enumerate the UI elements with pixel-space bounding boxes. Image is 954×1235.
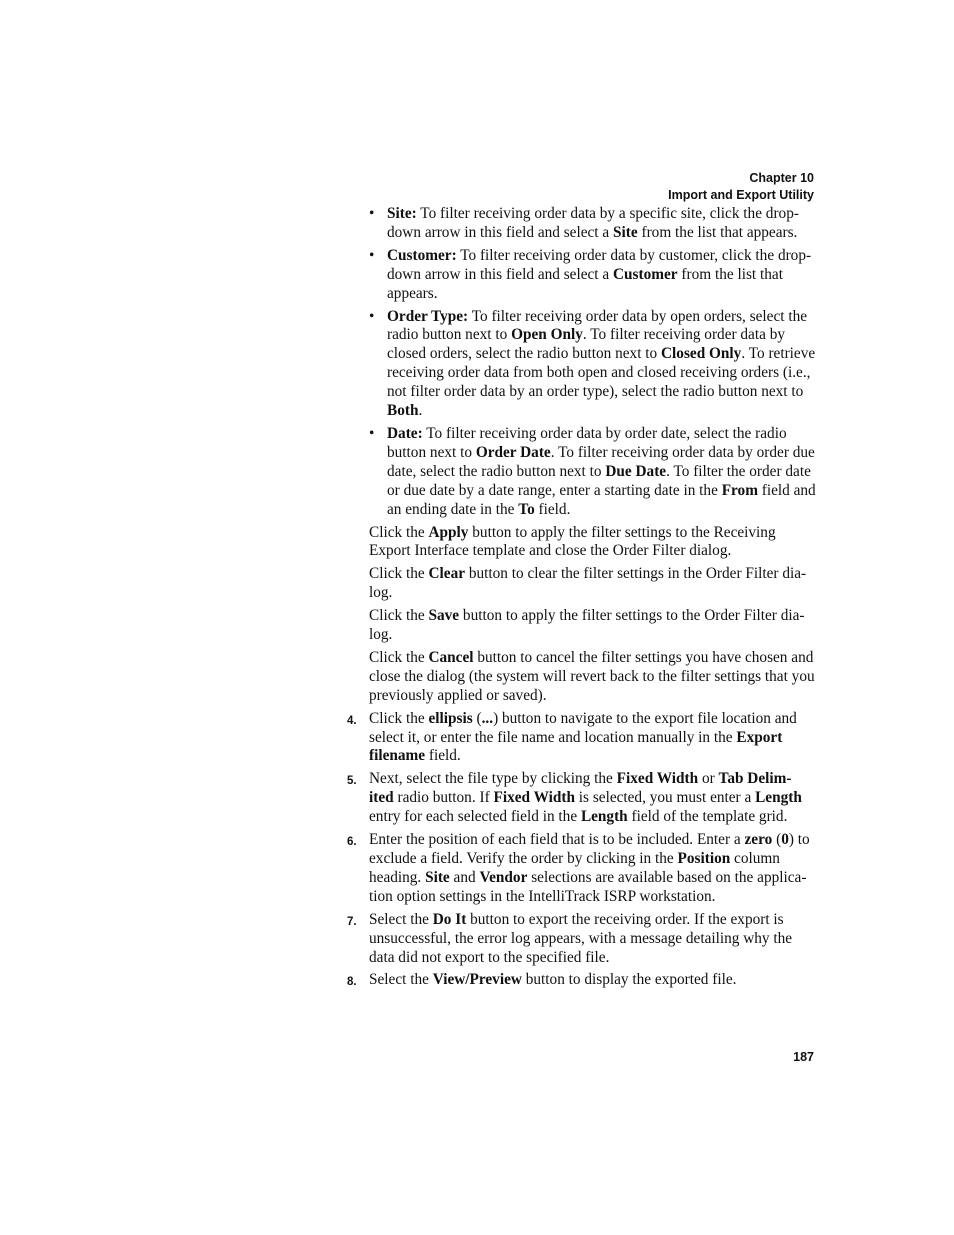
running-header [668,170,814,203]
apply-paragraph: Click the Apply button to apply the filter settings to the Receiving Export Interface template and close the Order Filter dialog. [369,523,776,560]
bullet-icon: • [369,246,375,264]
step-5: 5. Next, select the file type by clicking the Fixed Width or Tab Delim-ited radio button. If Fixed Width is selected, you must enter a Length entry for each selected field in the Length field of the template grid. [347,770,802,826]
bullet-icon: • [369,205,375,222]
bullet-icon: • [369,424,375,442]
list-item: • Site: To filter receiving order data by a specific site, click the drop-down arrow in this field and select a Site from the list that appears. [369,205,799,241]
list-item: • Customer: To filter receiving order data by customer, click the drop-down arrow in this field and select a Customer from the list that appears. [369,246,812,302]
list-item: • Order Type: To filter receiving order data by open orders, select the radio button next to Open Only. To filter receiving order data by closed orders, select the radio button next to Closed Only. To retrieve receiving order data from both open and closed receiving orders (i.e., not filter order data by an order type), select the radio button next to Both. [369,307,816,420]
list-item: • Date: To filter receiving order data by order date, select the radio button next to Order Date. To filter receiving order data by order due date, select the radio button next to Due Date. To filter the order date or due date by a date range, enter a starting date in the From field and an ending date in the To field. [369,424,816,518]
step-7: 7. Select the Do It button to export the receiving order. If the export is unsuccessful, the error log appears, with a message detailing why the data did not export to the specified file. [347,910,793,966]
step-number: 8. [347,976,357,989]
step-number: 7. [347,915,357,928]
step-number: 5. [347,775,357,788]
page-number: 187 [793,1050,814,1064]
save-paragraph: Click the Save button to apply the filter settings to the Order Filter dia-log. [369,607,805,644]
clear-paragraph: Click the Clear button to clear the filter settings in the Order Filter dia-log. [369,565,807,602]
chapter-label: Chapter 10 [749,171,814,185]
chapter-title: Import and Export Utility [668,187,814,202]
step-number: 4. [347,714,357,727]
filter-options-list [369,205,816,520]
body-content [347,205,816,994]
step-8: 8. Select the View/Preview button to display the exported file. [369,971,816,990]
step-4: 4. Click the ellipsis (...) button to navigate to the export file location and select it, or enter the file name and location manually in the Export filename field. [347,709,797,765]
bullet-icon: • [369,307,375,325]
step-number: 6. [347,836,357,849]
cancel-paragraph: Click the Cancel button to cancel the filter settings you have chosen and close the dialog (the system will revert back to the filter settings that you previously applied or saved). [369,648,815,704]
step-6: 6. Enter the position of each field that is to be included. Enter a zero (0) to exclude a field. Verify the order by clicking in the Position column heading. Site and Vendor selections are available based on the applica-tion option settings in the IntelliTrack ISRP workstation. [347,831,810,905]
